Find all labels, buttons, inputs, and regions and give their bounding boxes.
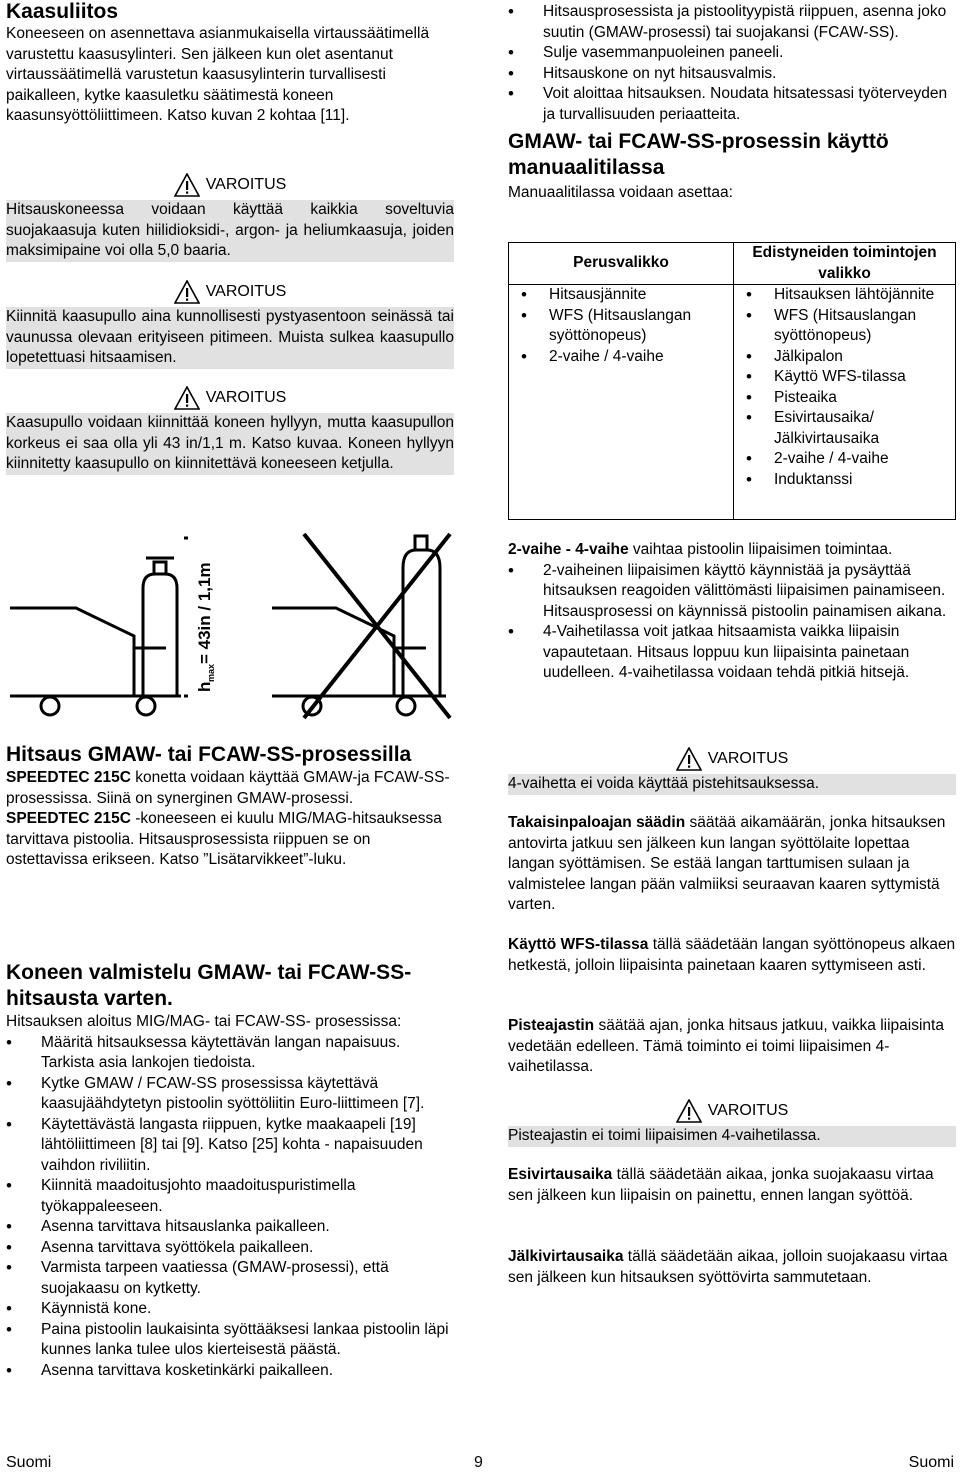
footer-language-left: Suomi [6, 1454, 52, 1471]
list-item: • Asenna tarvittava kosketinkärki paikalleen. [6, 1361, 454, 1382]
trigger-mode-intro: 2-vaihe - 4-vaihe vaihtaa pistoolin liipaisimen toimintaa. [508, 541, 893, 558]
spot-timer-paragraph: Pisteajastin säätää ajan, jonka hitsaus jatkuu, vaikka liipaisinta vedetään edelleen. Tämä toiminto ei toimi liipaisimen 4-vaihetilassa. [508, 1017, 944, 1075]
figure-height-value: = 43in / 1,1m [195, 562, 214, 664]
list-item: • WFS (Hitsauslangan syöttönopeus) [734, 306, 955, 347]
warning-block-5 [508, 1098, 956, 1147]
warning-block-4 [508, 746, 956, 795]
list-item: • Varmista tarpeen vaatiessa (GMAW-prosessi), että suojakaasu on kytketty. [6, 1258, 454, 1299]
list-item: • Käytettävästä langasta riippuen, kytke maakaapeli [19] lähtöliittimeen [8] tai [9]. Katso [25] kohta - napaisuuden vaihdon riviliitin. [6, 1115, 454, 1177]
figure-height-subscript: max [206, 663, 216, 682]
list-item: • Kiinnitä maadoitusjohto maadoituspuristimella työkappaleeseen. [6, 1176, 454, 1217]
list-item: • 2-vaihe / 4-vaihe [509, 347, 733, 368]
list-item: • Paina pistoolin laukaisinta syöttääksesi lankaa pistoolin läpi kunnes lanka tulee ulos kierteisestä päästä. [6, 1320, 454, 1361]
warning-icon [676, 1099, 702, 1123]
warning-icon [174, 386, 200, 410]
postflow-paragraph: Jälkivirtausaika tällä säädetään aikaa, jolloin suojakaasu virtaa sen jälkeen kun hitsauksen syöttövirta sammutetaan. [508, 1248, 948, 1286]
list-item: • Hitsausjännite [509, 285, 733, 306]
burnback-paragraph: Takaisinpaloajan säädin säätää aikamäärän, jonka hitsauksen antovirta jatkuu sen jälkeen kun langan syöttölaite lopettaa langan syöttämisen. Se estää langan tarttumisen sulaan ja valmistelee langan pään valmiiksi seuraavan kaaren syttymistä varten. [508, 814, 946, 913]
list-item: • 2-vaiheinen liipaisimen käyttö käynnistää ja pysäyttää hitsauksen reagoiden välittömästi liipaisimen painamiseen. Hitsausprosessi on käynnissä pistoolin painamisen aikana. [508, 561, 956, 623]
warning-text: Hitsauskoneessa voidaan käyttää kaikkia soveltuvia suojakaasuja kuten hiilidioksidi-, argon- ja heliumkaasuja, joiden maksimipaine voi olla 5,0 baaria. [6, 200, 454, 262]
warning-title: VAROITUS [205, 282, 287, 300]
list-item: • Pisteaika [734, 388, 955, 409]
gmaw-paragraph-1: SPEEDTEC 215C konetta voidaan käyttää GMAW-ja FCAW-SS-prosessissa. Siinä on synerginen GMAW-prosessi. [6, 769, 450, 807]
final-steps-list [508, 2, 956, 125]
preflow-paragraph: Esivirtausaika tällä säädetään aikaa, jonka suojakaasu virtaa sen jälkeen kun liipaisin on painettu, ennen langan syöttöä. [508, 1166, 934, 1204]
list-item: • Hitsausprosessista ja pistoolityypistä riippuen, asenna joko suutin (GMAW-prosessi) tai suojakansi (FCAW-SS). [508, 2, 956, 43]
trigger-mode-list [508, 561, 956, 684]
warning-title: VAROITUS [205, 388, 287, 406]
manual-mode-title: GMAW- tai FCAW-SS-prosessin käyttö manuaalitilassa [508, 130, 889, 179]
prep-steps-list [6, 1033, 454, 1382]
list-item: • Sulje vasemmanpuoleinen paneeli. [508, 43, 956, 64]
list-item: • Hitsauskone on nyt hitsausvalmis. [508, 64, 956, 85]
warning-text: Kiinnitä kaasupullo aina kunnollisesti pystyasentoon seinässä tai vaunussa olevaan erityiseen pitimeen. Muista sulkea kaasupullo lopetettuasi hitsaamisen. [6, 307, 454, 369]
list-item: • 4-Vaihetilassa voit jatkaa hitsaamista vaikka liipaisin vapautetaan. Hitsaus loppuu kun liipaisinta painetaan uudelleen. 4-vaihetilassa voidaan tehdä pitkiä hitsejä. [508, 622, 956, 684]
advanced-menu-list [734, 285, 955, 490]
warning-title: VAROITUS [707, 749, 789, 767]
prep-section-title: Koneen valmistelu GMAW- tai FCAW-SS-hitsausta varten. [6, 961, 412, 1010]
warning-block-3 [6, 385, 454, 475]
list-item: • Hitsauksen lähtöjännite [734, 285, 955, 306]
list-item: • Määritä hitsauksessa käytettävän langan napaisuus. Tarkista asia lankojen tiedoista. [6, 1033, 454, 1074]
list-item: • Asenna tarvittava syöttökela paikalleen. [6, 1238, 454, 1259]
warning-title: VAROITUS [205, 175, 287, 193]
list-item: • WFS (Hitsauslangan syöttönopeus) [509, 306, 733, 347]
list-item: • 2-vaihe / 4-vaihe [734, 449, 955, 470]
gas-cylinder-figure [6, 528, 454, 724]
basic-menu-list [509, 285, 733, 367]
manual-mode-intro: Manuaalitilassa voidaan asettaa: [508, 184, 733, 201]
gas-connection-text: Koneeseen on asennettava asianmukaisella virtaussäätimellä varustettu kaasusylinteri. Sen jälkeen kun olet asentanut virtaussäätimellä varustetun kaasusylinterin turvallisesti paikalleen, kytke kaasuletku säätimestä koneen kaasunsyöttöliittimeen. Katso kuvan 2 kohtaa [11]. [6, 25, 430, 124]
list-item: • Voit aloittaa hitsauksen. Noudata hitsatessasi työterveyden ja turvallisuuden periaatteita. [508, 84, 956, 125]
list-item: • Esivirtausaika/ Jälkivirtausaika [734, 408, 955, 449]
warning-block-2 [6, 279, 454, 369]
list-item: • Asenna tarvittava hitsauslanka paikalleen. [6, 1217, 454, 1238]
gmaw-section-title: Hitsaus GMAW- tai FCAW-SS-prosessilla [6, 743, 412, 766]
list-item: • Kytke GMAW / FCAW-SS prosessissa käytettävä kaasujäähdytetyn pistoolin syöttöliitin Euro-liittimeen [7]. [6, 1074, 454, 1115]
gas-connection-title: Kaasuliitos [6, 0, 119, 23]
warning-icon [174, 280, 200, 304]
list-item: • Käynnistä kone. [6, 1299, 454, 1320]
list-item: • Käyttö WFS-tilassa [734, 367, 955, 388]
warning-title: VAROITUS [707, 1101, 789, 1119]
page-number: 9 [474, 1454, 483, 1471]
warning-text: Kaasupullo voidaan kiinnittää koneen hyllyyn, mutta kaasupullon korkeus ei saa olla yli 43 in/1,1 m. Katso kuvaa. Koneen hyllyyn kiinnitetty kaasupullo on kiinnitettävä koneeseen ketjulla. [6, 413, 454, 475]
warning-icon [676, 747, 702, 771]
warning-icon [174, 173, 200, 197]
footer-language-right: Suomi [908, 1454, 954, 1471]
list-item: • Jälkipalon [734, 347, 955, 368]
warning-text: 4-vaihetta ei voida käyttää pistehitsauksessa. [508, 774, 956, 795]
figure-height-symbol: h [195, 681, 214, 692]
table-header-advanced: Edistyneiden toimintojen valikko [734, 243, 956, 285]
list-item: • Induktanssi [734, 470, 955, 491]
gmaw-paragraph-2: SPEEDTEC 215C -koneeseen ei kuulu MIG/MAG-hitsauksessa tarvittava pistoolia. Hitsausprosessista riippuen se on ostettavissa erikseen. Katso ”Lisätarvikkeet”-luku. [6, 810, 442, 868]
run-in-wfs-paragraph: Käyttö WFS-tilassa tällä säädetään langan syöttönopeus alkaen hetkestä, jolloin liipaisinta painetaan kaaren syttymiseen asti. [508, 936, 956, 974]
warning-text: Pisteajastin ei toimi liipaisimen 4-vaihetilassa. [508, 1126, 956, 1147]
menu-table [508, 242, 956, 520]
warning-block-1 [6, 172, 454, 262]
prep-intro: Hitsauksen aloitus MIG/MAG- tai FCAW-SS- prosessissa: [6, 1013, 402, 1030]
table-header-basic: Perusvalikko [509, 243, 734, 285]
